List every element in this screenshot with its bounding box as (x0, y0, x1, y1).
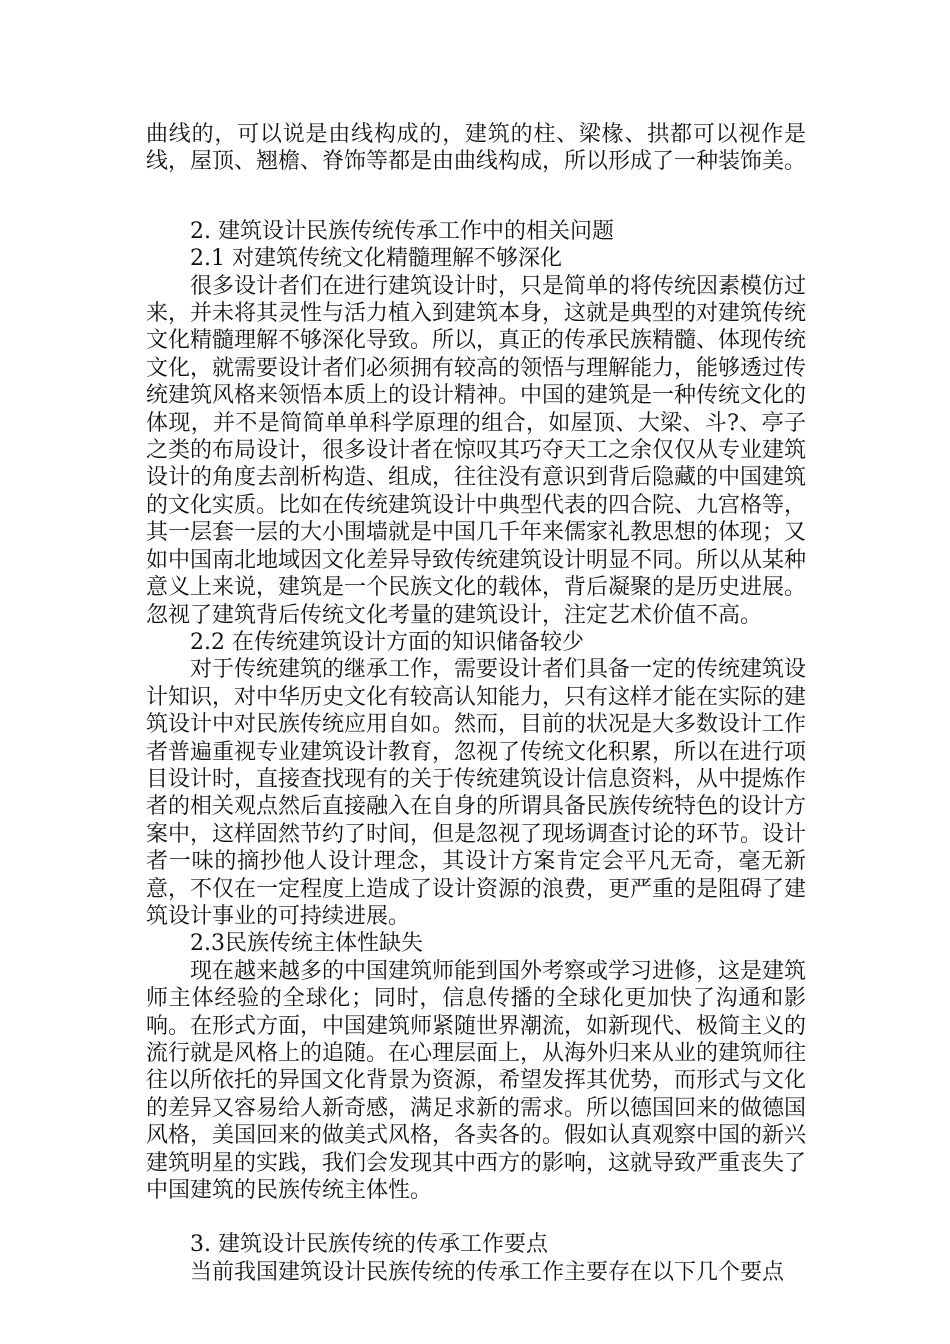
subsection-2-2-body: 对于传统建筑的继承工作，需要设计者们具备一定的传统建筑设计知识，对中华历史文化有较高认知能力，只有这样才能在实际的建筑设计中对民族传统应用自如。然而，目前的状况是大多数设计工作者普遍重视专业建筑设计教育，忽视了传统文化积累，所以在进行项目设计时，直接查找现有的关于传统建筑设计信息资料，从中提炼作者的相关观点然后直接融入在自身的所谓具备民族传统特色的设计方案中，这样固然节约了时间，但是忽视了现场调查讨论的环节。设计者一味的摘抄他人设计理念，其设计方案肯定会平凡无奇，毫无新意，不仅在一定程度上造成了设计资源的浪费，更严重的是阻碍了建筑设计事业的可持续进展。 (146, 657, 807, 929)
section-3-body: 当前我国建筑设计民族传统的传承工作主要存在以下几个要点 (190, 1259, 785, 1285)
subsection-2-3-heading: 2.3民族传统主体性缺失 (190, 931, 423, 957)
document-page (146, 121, 806, 1286)
section-2-heading: 2. 建筑设计民族传统传承工作中的相关问题 (190, 218, 614, 244)
intro-paragraph: 曲线的，可以说是由线构成的，建筑的柱、梁椽、拱都可以视作是线，屋顶、翘檐、脊饰等都是由曲线构成，所以形成了一种装饰美。 (146, 122, 807, 175)
subsection-2-1-heading: 2.1 对建筑传统文化精髓理解不够深化 (190, 246, 562, 272)
section-spacer (146, 176, 806, 218)
section-spacer (146, 1204, 806, 1231)
subsection-2-1-body: 很多设计者们在进行建筑设计时，只是简单的将传统因素模仿过来，并未将其灵性与活力植入到建筑本身，这就是典型的对建筑传统文化精髓理解不够深化导致。所以，真正的传承民族精髓、体现传统文化，就需要设计者们必须拥有较高的领悟与理解能力，能够透过传统建筑风格来领悟本质上的设计精神。中国的建筑是一种传统文化的体现，并不是简简单单科学原理的组合，如屋顶、大梁、斗?、亭子之类的布局设计，很多设计者在惊叹其巧夺天工之余仅仅从专业建筑设计的角度去剖析构造、组成，往往没有意识到背后隐藏的中国建筑的文化实质。比如在传统建筑设计中典型代表的四合院、九宫格等，其一层套一层的大小围墙就是中国几千年来儒家礼教思想的体现；又如中国南北地域因文化差异导致传统建筑设计明显不同。所以从某种意义上来说，建筑是一个民族文化的载体，背后凝聚的是历史进展。忽视了建筑背后传统文化考量的建筑设计，注定艺术价值不高。 (146, 273, 807, 628)
subsection-2-3-body: 现在越来越多的中国建筑师能到国外考察或学习进修，这是建筑师主体经验的全球化；同时，信息传播的全球化更加快了沟通和影响。在形式方面，中国建筑师紧随世界潮流，如新现代、极简主义的流行就是风格上的追随。在心理层面上，从海外归来从业的建筑师往往以所依托的异国文化背景为资源，希望发挥其优势，而形式与文化的差异又容易给人新奇感，满足求新的需求。所以德国回来的做德国风格，美国回来的做美式风格，各卖各的。假如认真观察中国的新兴建筑明星的实践，我们会发现其中西方的影响，这就导致严重丧失了中国建筑的民族传统主体性。 (146, 958, 807, 1204)
section-3-heading: 3. 建筑设计民族传统的传承工作要点 (190, 1232, 548, 1258)
subsection-2-2-heading: 2.2 在传统建筑设计方面的知识储备较少 (190, 629, 584, 655)
